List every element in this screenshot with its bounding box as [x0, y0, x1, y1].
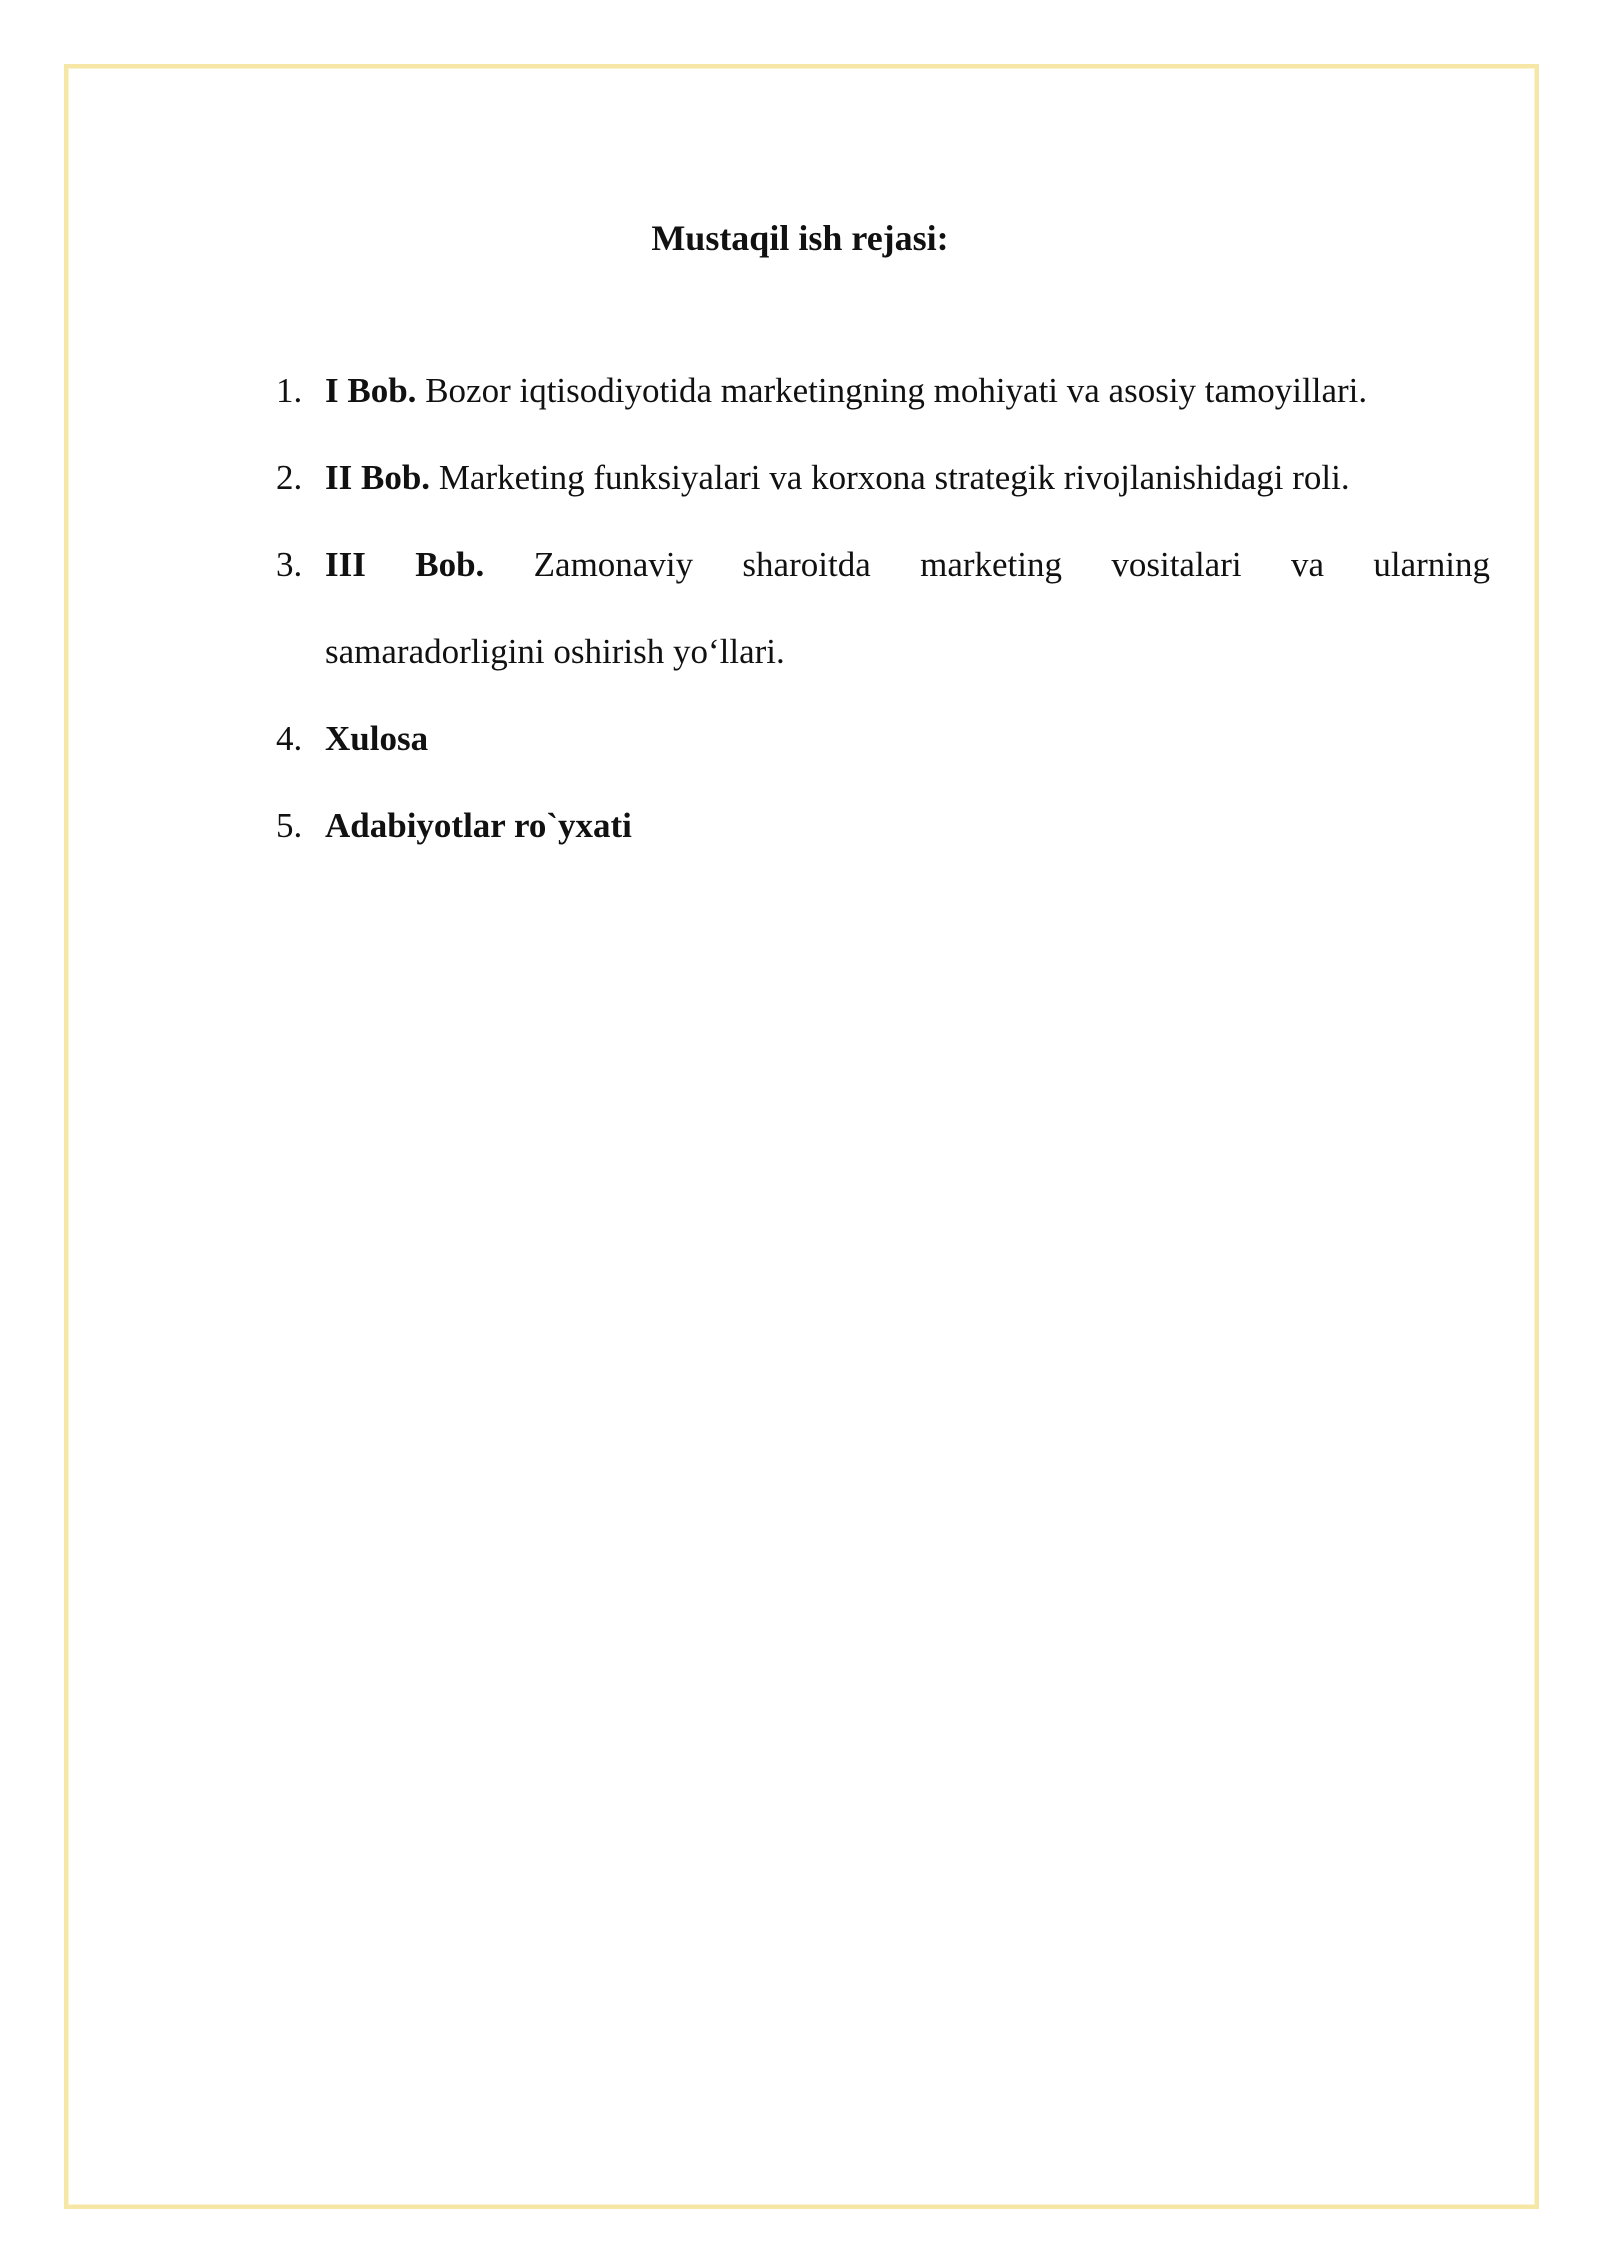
- item-heading: Xulosa: [325, 719, 429, 758]
- item-first-line: [325, 521, 1490, 608]
- list-item: [276, 695, 1490, 782]
- list-item: [276, 434, 1490, 521]
- item-heading: III Bob.: [325, 545, 485, 584]
- list-item: [276, 347, 1490, 434]
- item-text: Marketing funksiyalari va korxona strategik rivojlanishidagi roli.: [430, 458, 1350, 497]
- list-item: [276, 782, 1490, 869]
- page-title: Mustaqil ish rejasi:: [651, 218, 949, 258]
- item-number: 3.: [276, 545, 303, 584]
- list-item: [276, 521, 1490, 695]
- plan-list: [276, 347, 1490, 869]
- item-number: 5.: [276, 806, 303, 845]
- item-number: 2.: [276, 458, 303, 497]
- item-heading: I Bob.: [325, 371, 417, 410]
- item-text: Bozor iqtisodiyotida marketingning mohiyati va asosiy tamoyillari.: [416, 371, 1368, 410]
- item-number: 1.: [276, 371, 303, 410]
- item-text-continued: samaradorligini oshirish yo‘llari.: [325, 632, 785, 671]
- item-text: Zamonaviy sharoitda marketing vositalari va ularning: [533, 545, 1491, 584]
- item-heading: Adabiyotlar ro`yxati: [325, 806, 632, 845]
- item-number: 4.: [276, 719, 303, 758]
- item-heading: II Bob.: [325, 458, 431, 497]
